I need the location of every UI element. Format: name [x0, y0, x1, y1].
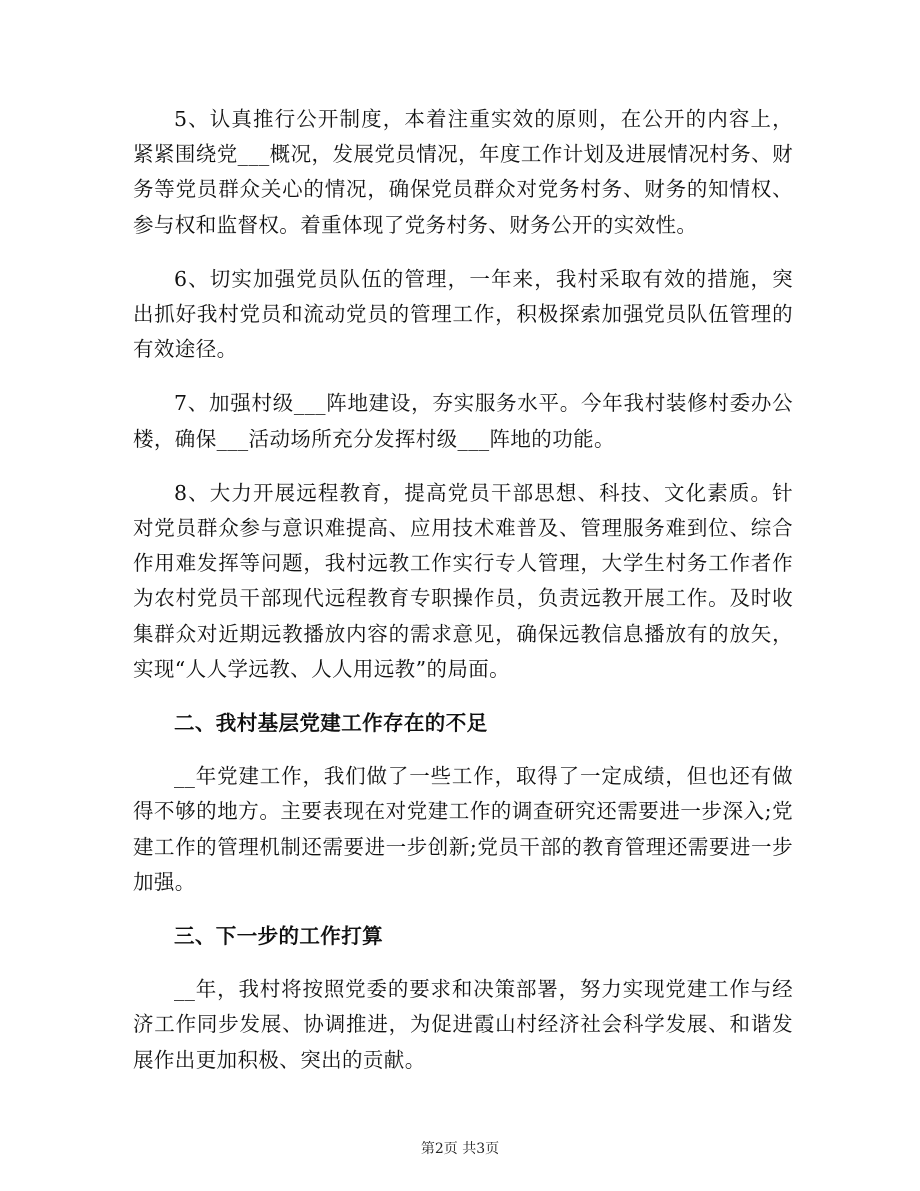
section-heading-next-steps: 三、下一步的工作打算: [174, 924, 383, 949]
paragraph-item-6: 6、切实加强党员队伍的管理，一年来，我村采取有效的措施，突出抓好我村党员和流动党员的管理工作，积极探索加强党员队伍管理的有效途径。: [133, 266, 793, 362]
paragraph-item-8: 8、大力开展远程教育，提高党员干部思想、科技、文化素质。针对党员群众参与意识难提高、应用技术难普及、管理服务难到位、综合作用难发挥等问题，我村远教工作实行专人管理，大学生村务工作者作为农村党员干部现代远程教育专职操作员，负责远教开展工作。及时收集群众对近期远教播放内容的需求意见，确保远教信息播放有的放矢，实现“人人学远教、人人用远教”的局面。: [133, 480, 793, 681]
paragraph-next-steps: __年，我村将按照党委的要求和决策部署，努力实现党建工作与经济工作同步发展、协调推进，为促进霞山村经济社会科学发展、和谐发展作出更加积极、突出的贡献。: [133, 977, 793, 1072]
paragraph-item-5: 5、认真推行公开制度，本着注重实效的原则，在公开的内容上，紧紧围绕党___概况，发展党员情况，年度工作计划及进展情况村务、财务等党员群众关心的情况，确保党员群众对党务村务、财务的知情权、参与权和监督权。着重体现了党务村务、财务公开的实效性。: [133, 107, 793, 237]
document-body: [133, 102, 793, 1097]
page-number-footer: 第2页 共3页: [420, 1141, 500, 1157]
paragraph-shortcomings: __年党建工作，我们做了一些工作，取得了一定成绩，但也还有做得不够的地方。主要表现在对党建工作的调查研究还需要进一步深入;党建工作的管理机制还需要进一步创新;党员干部的教育管理还需要进一步加强。: [133, 764, 793, 894]
section-heading-shortcomings: 二、我村基层党建工作存在的不足: [174, 711, 488, 736]
paragraph-item-7: 7、加强村级___阵地建设，夯实服务水平。今年我村装修村委办公楼，确保___活动场所充分发挥村级___阵地的功能。: [133, 391, 793, 451]
